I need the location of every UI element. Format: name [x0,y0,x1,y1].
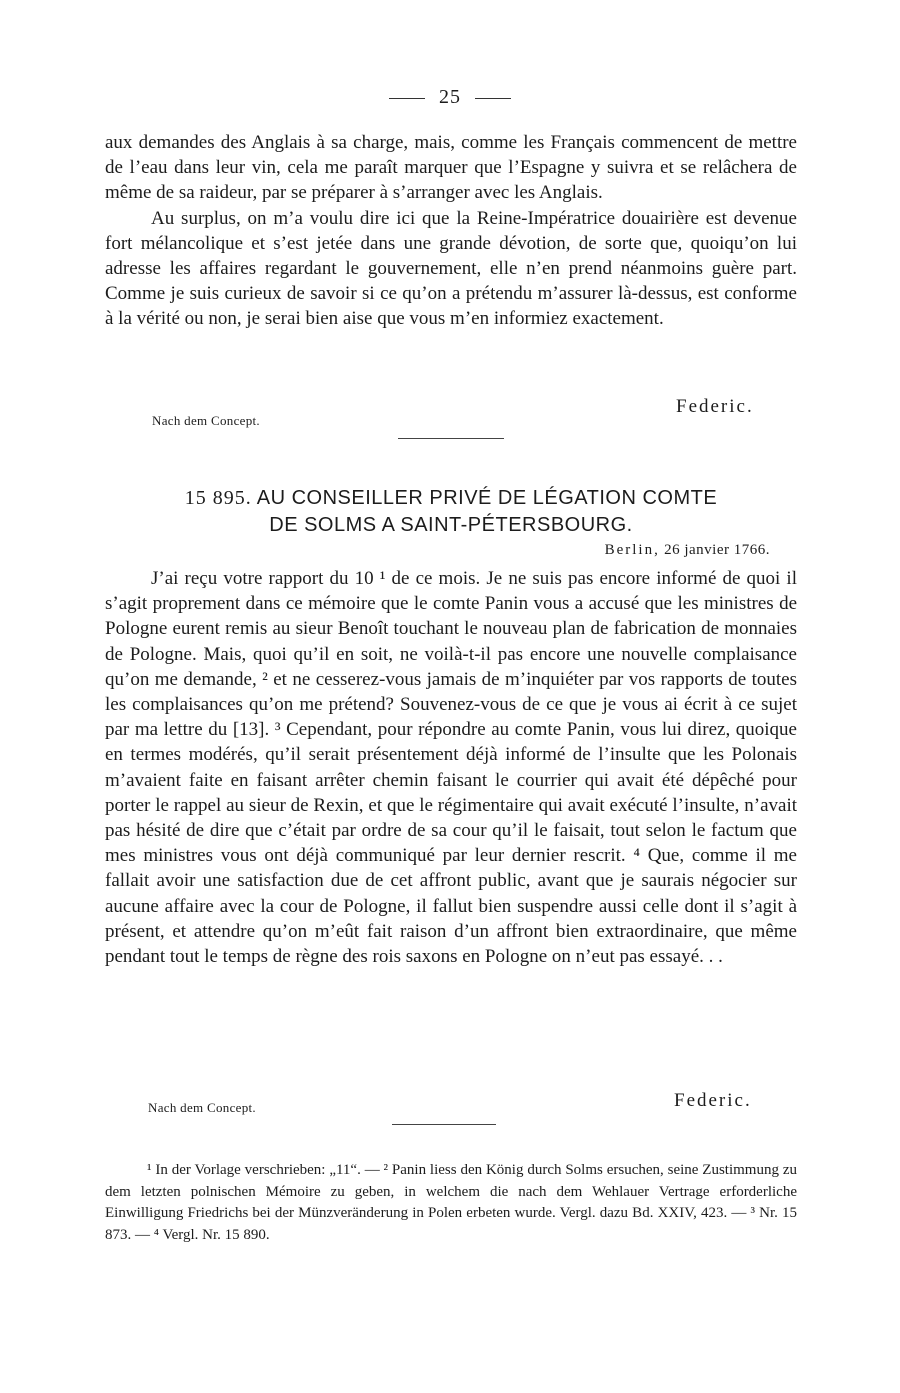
heading-title: AU CONSEILLER PRIVÉ DE LÉGATION COMTE [256,487,718,509]
paragraph: Au surplus, on m’a voulu dire ici que la Reine-Impératrice douairière est devenue fort mélancolique et s’est jetée dans une grande dévotion, de sorte que, quoiqu’on lui adresse les affaires regardant le gouvernement, elle n’en prend néanmoins guère part. Comme je suis curieux de savoir si ce qu’on a prétendu m’assurer là-dessus, est conforme à la vérité ou non, je serai bien aise que vous m’en informiez exactement. [105,207,797,330]
document-number: 15 895. [184,487,252,509]
heading-line-1 [105,485,797,512]
page-header [0,86,900,109]
signature: Federic. [676,396,754,417]
dateline-date: 26 janvier 1766. [664,542,770,558]
letter-body: J’ai reçu votre rapport du 10 ¹ de ce mois. Je ne suis pas encore informé de quoi il s’agit proprement dans ce mémoire que le comte Panin vous a accusé que les ministres de Pologne eurent remis au sieur Benoît touchant le nouveau plan de fabrication de monnaies de Pologne. Mais, quoi qu’il en soit, ne voilà-t-il pas encore une nouvelle complaisance qu’on me demande, ² et ne cesserez-vous jamais de m’inquiéter par vos rapports de toutes les complaisances qu’on me prétend? Souvenez-vous de ce que je vous ai écrit à ce sujet par ma lettre du [13]. ³ Cependant, pour répondre au comte Panin, vous lui direz, quoique en termes modérés, qu’il serait présentement déjà informé de l’insulte que les Polonais m’avaient faite en faisant arrêter chemin faisant le courrier qui avait été dépêché pour porter le rappel au sieur de Rexin, et que le régimentaire qui avait exécuté l’insulte, n’avait pas hésité de dire que c’était par ordre de sa cour qu’il le faisait, tout selon le factum que mes ministres vous ont déjà communiqué par leur dernier rescrit. ⁴ Que, comme il me fallait avoir une satisfaction due de cet affront public, avant que je saurais négocier sur aucune affaire avec la cour de Pologne, il fallut bien suspendre aussi celle dont il s’agit à présent, et attendre qu’on m’eût fait raison d’un affront bien extraordinaire, que même pendant tout le temps de règne des rois saxons en Pologne on n’eut pas essayé. . . [105,568,797,968]
footnote-text: ¹ In der Vorlage verschrieben: „11“. — ² Panin liess den König durch Solms ersuchen, seine Zustimmung zu dem letzten polnischen Mémoire zu geben, in welchem die nach dem Wehlauer Vertrage erforderliche Einwilligung Friedrichs bei der Münzveränderung in Polen erbeten wurde. Vergl. dazu Bd. XXIV, 423. — ³ Nr. 15 873. — ⁴ Vergl. Nr. 15 890. [105,1162,797,1243]
document-heading [105,485,797,539]
dateline [605,542,770,559]
section-divider [398,438,504,439]
heading-line-2: DE SOLMS A SAINT-PÉTERSBOURG. [269,514,633,536]
letter-one-text [105,130,797,332]
header-dash-right [475,98,511,99]
source-note: Nach dem Concept. [148,1100,256,1115]
paragraph-continued: aux demandes des Anglais à sa charge, mais, comme les Français commencent de mettre de l’eau dans leur vin, cela me paraît marquer que l’Espagne y suivra et se relâchera de même de sa raideur, par se préparer à s’arranger avec les Anglais. [105,132,797,204]
signature: Federic. [674,1090,752,1111]
page-number: 25 [439,86,461,108]
source-note: Nach dem Concept. [152,413,260,428]
dateline-place: Berlin, [604,542,660,558]
section-divider [392,1124,496,1125]
header-dash-left [389,98,425,99]
footnotes [105,1160,797,1246]
letter-two-text [105,566,797,969]
